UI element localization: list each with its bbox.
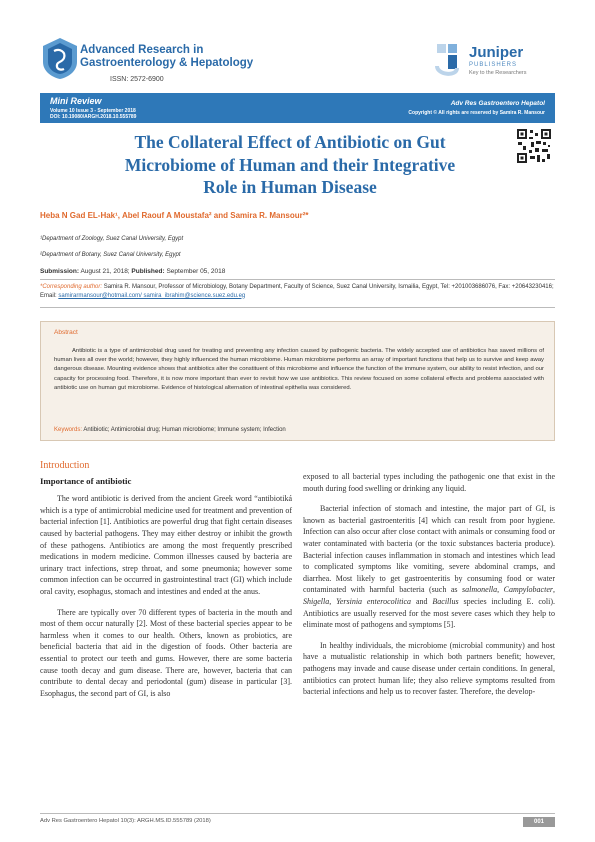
issn: ISSN: 2572-6900: [110, 76, 164, 83]
species-name: Campylobacter: [503, 585, 553, 595]
abstract-heading: Abstract: [54, 329, 78, 336]
submission-label: Submission:: [40, 268, 80, 275]
body-right-column: [303, 471, 555, 707]
doi: DOI: 10.19080/ARGH.2018.10.555789: [50, 114, 137, 120]
species-name: Yersinia enterocolitica: [336, 596, 412, 606]
keywords-label: Keywords:: [54, 427, 83, 433]
published-label: Published:: [131, 268, 165, 275]
copyright: Copyright © All rights are reserved by Samira R. Mansour: [408, 110, 545, 116]
qr-code-icon: [516, 128, 552, 164]
publisher-tagline: Key to the Researchers: [469, 70, 527, 76]
footer-citation: Adv Res Gastroentero Hepatol 10(3): ARGH.MS.ID.555789 (2018): [40, 818, 211, 824]
body-paragraph: There are typically over 70 different types of bacteria in the mouth and most of them occur naturally [2]. Most of these bacterial species appear to be harmless when it comes to our health. Others, known as probiotics, are beneficial bacteria that aid in the digestion of foods. Other bacteria are essential to protect our teeth and gums. However, there are some bacteria cause tooth decay and gum disease. There are, however, bacteria that can contribute to dental decay and periodontal (gum) disease in particular [3]. Esophagus, the second part of GI, is also: [40, 607, 292, 698]
article-info-band: [40, 93, 555, 123]
published-date: September 05, 2018: [164, 268, 226, 275]
body-paragraph: exposed to all bacterial types including the pathogenic one that exist in the mouth during food swelling or drinking any liquid.: [303, 472, 555, 493]
affiliation-2: ²Department of Botany, Suez Canal University, Egypt: [40, 252, 181, 258]
submission-dates: [40, 268, 225, 275]
title-line1: The Collateral Effect of Antibiotic on Gut: [134, 132, 446, 152]
title-line3: Role in Human Disease: [203, 177, 377, 197]
article-meta-left: [50, 96, 136, 120]
journal-name: [80, 44, 253, 70]
section-heading: Introduction: [40, 460, 90, 471]
juniper-logo-icon: [435, 42, 463, 78]
journal-header: [40, 36, 555, 92]
species-name: Bacillus: [432, 596, 459, 606]
body-paragraph: In healthy individuals, the microbiome (microbial community) and host have a mutualistic relationship in which both partners benefit; however, pathogens may invade and cause disease under certain conditions. In general, antibiotics can protect human life; they also relieve symptoms resulted from bacterial infections and help us to recover faster. Therefore, the develop-: [303, 640, 555, 697]
page-number: 001: [523, 817, 555, 827]
journal-name-line1: Advanced Research in: [80, 44, 204, 56]
divider: [40, 307, 555, 308]
corresponding-label: *Corresponding author:: [40, 284, 103, 290]
publisher-logo: [435, 42, 555, 82]
abstract-box: [40, 321, 555, 441]
paragraph-text: species including E. coli). Antibiotics are usually reserved for the most severe cases which they help to eliminate most of pathogens and symptoms [5].: [303, 596, 555, 630]
species-name: salmonella: [462, 585, 498, 595]
body-paragraph: The word antibiotic is derived from the ancient Greek word “antibiotiká which is a type of antimicrobial medicine used for treatment and prevention of bacterial infection [1]. Antibiotics are powerful drug that fight certain diseases caused by bacterial pathogens. They may either destroy or inhibit the growth of these pathogens. Antibiotics are among the most frequently prescribed medications in modern medicine. Common illnesses caused by bacteria are urinary tract infections, strep throat, and some pneumonia; however some common infection can be occurred in gastrointestinal tract (GI) which include oral cavity, esophagus, stomach and intestines and ended at the anus.: [40, 494, 292, 596]
title-line2: Microbiome of Human and their Integrative: [124, 154, 456, 175]
keywords-list: Antibiotic; Antimicrobial drug; Human microbiome; Immune system; Infection: [82, 427, 286, 433]
journal-logo-icon: [40, 36, 80, 80]
volume-info: Volume 10 Issue 3 - September 2018: [50, 108, 136, 114]
publisher-name: Juniper: [469, 44, 524, 61]
article-meta-right: [408, 100, 545, 116]
journal-name-line2: Gastroenterology & Hepatology: [80, 57, 254, 69]
page-footer: [40, 813, 555, 827]
species-name: Shigella: [303, 596, 330, 606]
corresponding-text: Samira R. Mansour, Professor of Microbiology, Botany Department, Faculty of Science, Suez Canal University, Ismailia, Egypt, Tel: +201003686076, Fax: +20643230416; Email:: [40, 284, 554, 299]
affiliation-1: ¹Department of Zoology, Suez Canal University, Egypt: [40, 236, 184, 242]
article-title: [70, 131, 510, 199]
publisher-sub: PUBLISHERS: [469, 62, 518, 68]
article-type: Mini Review: [50, 96, 102, 106]
body-paragraph: Bacterial infection of stomach and intestine, the major part of GI, is known as bacterial gastroenteritis [4] which can result from poor hygiene. Infection can also occur after close contact with animals or consuming food or water contaminated with bacteria (or the toxic substances bacteria produce). Bacterial infection causes inflammation in stomach and intestines which lead to complicated symptoms like vomiting, severe abdominal cramps, and diarrhea. Most likely to get gastroenteritis by consuming food or water contaminated with harmful bacteria (such as salmonella, Campylobacter, Shigella, Yersinia enterocolitica and Bacillus species including E. coli). Antibiotics are usually reserved for the most severe cases which they help to eliminate most of pathogens and symptoms [5].: [303, 504, 555, 630]
corresponding-author: [40, 283, 555, 300]
paragraph-text: Bacterial infection of stomach and intestine, the major part of GI, is known as bacterial gastroenteritis [4] which can result from poor hygiene. Infection can also occur after close contact with animals or consuming food or water contaminated with bacteria (or the toxic substances bacteria produce). Bacterial infection causes inflammation in stomach and intestines which lead to complicated symptoms like vomiting, severe abdominal cramps, and diarrhea. Most likely to get gastroenteritis by consuming food or water contaminated with harmful bacteria (such as: [303, 504, 555, 595]
subsection-heading: Importance of antibiotic: [40, 475, 132, 486]
submission-date: August 21, 2018;: [79, 268, 132, 275]
body-left-column: [40, 460, 292, 708]
divider: [40, 279, 555, 280]
keywords: [54, 427, 286, 433]
abstract-text: Antibiotic is a type of antimicrobial drug used for treating and preventing any infection caused by pathogenic bacteria. The widely accepted use of antibiotics has saved millions of human lives all over the world; however, they highly influenced the human microbiome. Human microbiome performs an array of important functions that help us to survive and keep away dangerous disease. Mounting evidence shows that antibiotics alter the constituent of this microbiome and influence the function of the immune system, our ability to resist infection, and our capacity for processing food. Therefore, it is now more important than ever to revisit how we use antibiotics. This review focused on some collateral effects and problems associated with antibiotic use on human gut microbiome. Evidence of histological alternation of intestinal epithelia was considered.: [54, 348, 544, 391]
author-list: Heba N Gad EL-Hak¹, Abel Raouf A Moustafa² and Samira R. Mansour²*: [40, 211, 309, 220]
corresponding-email-link[interactable]: samirarmansour@hotmail.com/ samira_ibrahim@science.suez.edu.eg: [58, 292, 246, 299]
journal-abbreviation: Adv Res Gastroentero Hepatol: [450, 100, 545, 107]
